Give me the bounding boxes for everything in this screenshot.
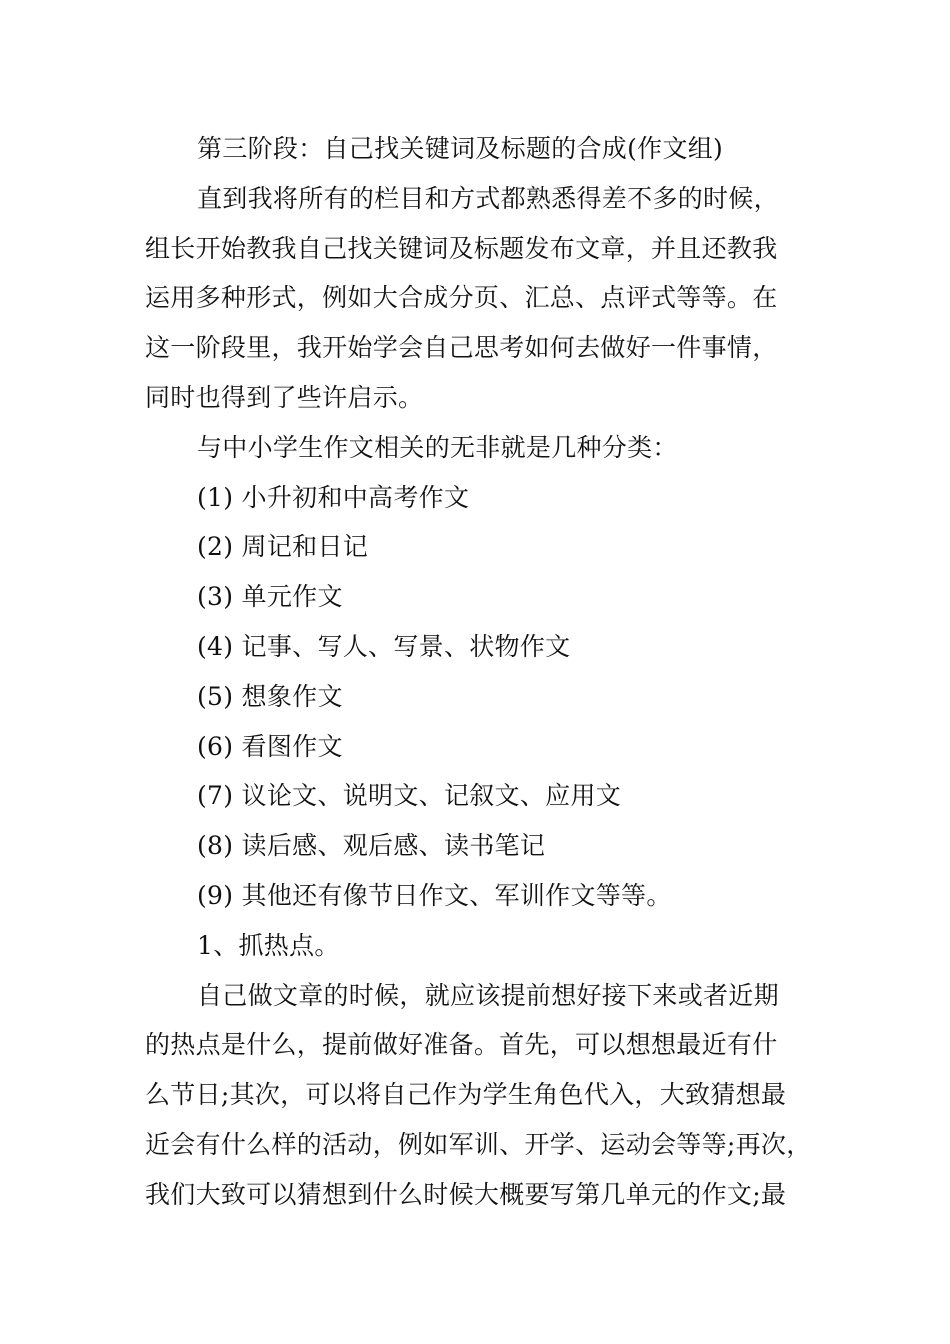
list-item: (8) 读后感、观后感、读书笔记: [197, 831, 546, 861]
paragraph-line: 运用多种形式，例如大合成分页、汇总、点评式等等。在: [145, 283, 778, 313]
paragraph-2: [145, 971, 825, 1220]
document-body: [145, 124, 825, 1220]
list-item: (9) 其他还有像节日作文、军训作文等等。: [197, 880, 672, 910]
paragraph-line: 直到我将所有的栏目和方式都熟悉得差不多的时候，: [197, 183, 779, 213]
paragraph-line: 的热点是什么，提前做好准备。首先，可以想想最近有什: [145, 1030, 778, 1060]
paragraph-1: [145, 174, 825, 423]
paragraph-line: 近会有什么样的活动，例如军训、开学、运动会等等;再次，: [145, 1129, 812, 1159]
list-item: (2) 周记和日记: [197, 532, 369, 562]
category-list: [145, 473, 825, 921]
list-item: (7) 议论文、说明文、记叙文、应用文: [197, 781, 622, 811]
list-item: (3) 单元作文: [197, 582, 343, 612]
category-intro: 与中小学生作文相关的无非就是几种分类：: [197, 432, 678, 462]
paragraph-line: 这一阶段里，我开始学会自己思考如何去做好一件事情，: [145, 333, 778, 363]
section-heading: 第三阶段：自己找关键词及标题的合成(作文组): [197, 134, 724, 163]
list-item: (1) 小升初和中高考作文: [197, 482, 470, 512]
subsection-title: 1、抓热点。: [197, 930, 340, 960]
paragraph-line: 组长开始教我自己找关键词及标题发布文章，并且还教我: [145, 233, 778, 263]
list-item: (6) 看图作文: [197, 731, 343, 761]
list-item: (5) 想象作文: [197, 681, 343, 711]
list-item: (4) 记事、写人、写景、状物作文: [197, 631, 571, 661]
paragraph-line: 么节日;其次，可以将自己作为学生角色代入，大致猜想最: [145, 1080, 787, 1110]
paragraph-line: 自己做文章的时候，就应该提前想好接下来或者近期: [197, 980, 779, 1010]
paragraph-line: 我们大致可以猜想到什么时候大概要写第几单元的作文;最: [145, 1179, 787, 1209]
paragraph-line: 同时也得到了些许启示。: [145, 382, 424, 412]
